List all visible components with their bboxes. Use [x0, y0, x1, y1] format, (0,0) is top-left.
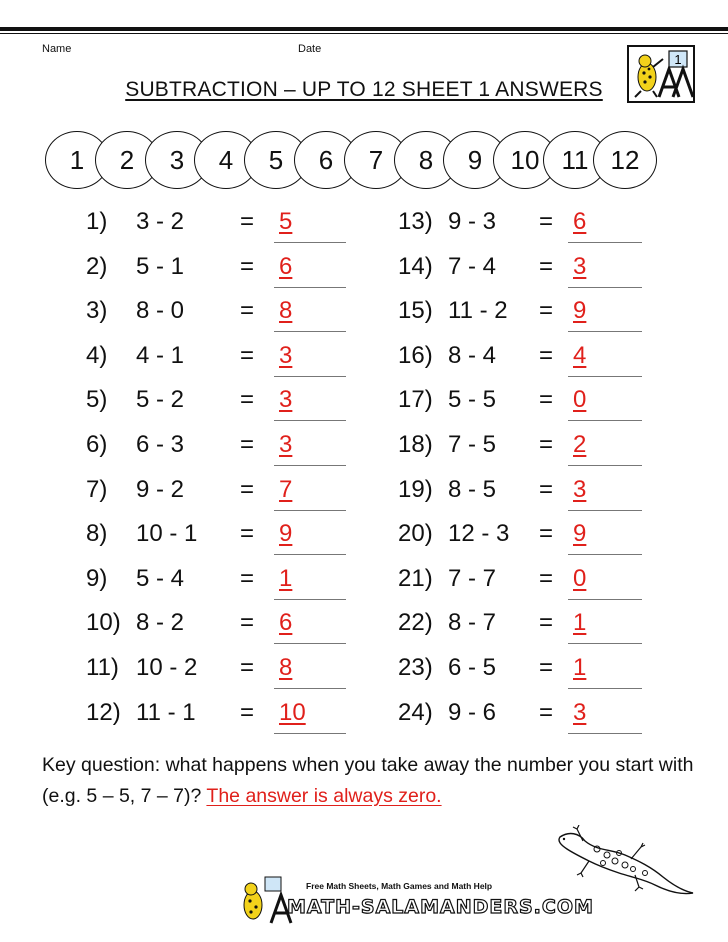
problem-row [86, 334, 346, 378]
equals-sign: = [240, 342, 255, 369]
equals-sign: = [539, 342, 554, 369]
number-line-bubble [593, 131, 657, 189]
problem-expression: 9 - 3 [448, 208, 497, 235]
equals-sign: = [539, 208, 554, 235]
problem-number: 24) [398, 699, 433, 726]
answer-line [568, 733, 642, 734]
problem-expression: 9 - 6 [448, 699, 497, 726]
problem-row [86, 646, 346, 690]
answer-value: 8 [279, 654, 293, 681]
answer-line [568, 465, 642, 466]
problem-expression: 9 - 2 [136, 476, 185, 503]
problem-row [86, 289, 346, 333]
problem-expression: 5 - 5 [448, 386, 497, 413]
problem-number: 20) [398, 520, 433, 547]
problem-number: 13) [398, 208, 433, 235]
problem-expression: 8 - 4 [448, 342, 497, 369]
problem-row [398, 601, 642, 645]
equals-sign: = [240, 476, 255, 503]
answer-value: 3 [279, 386, 293, 413]
problem-number: 23) [398, 654, 433, 681]
problem-expression: 5 - 1 [136, 253, 185, 280]
answer-line [274, 599, 346, 600]
problem-row [86, 423, 346, 467]
answer-value: 3 [573, 253, 587, 280]
problem-number: 8) [86, 520, 108, 547]
equals-sign: = [539, 520, 554, 547]
problem-number: 21) [398, 565, 433, 592]
answer-value: 9 [573, 520, 587, 547]
footer-tagline: Free Math Sheets, Math Games and Math Help [306, 881, 493, 891]
answer-line [568, 554, 642, 555]
answer-value: 7 [279, 476, 293, 503]
problem-expression: 4 - 1 [136, 342, 185, 369]
problem-expression: 11 - 1 [136, 699, 196, 726]
answer-value: 6 [279, 253, 293, 280]
problem-number: 18) [398, 431, 433, 458]
problem-number: 15) [398, 297, 433, 324]
answer-value: 2 [573, 431, 587, 458]
problem-number: 2) [86, 253, 108, 280]
problem-expression: 12 - 3 [448, 520, 510, 547]
answer-value: 3 [573, 476, 587, 503]
problem-row [398, 200, 642, 244]
problem-number: 10) [86, 609, 121, 636]
problem-row [398, 646, 642, 690]
name-label: Name [42, 43, 72, 55]
problem-number: 17) [398, 386, 433, 413]
answer-line [568, 376, 642, 377]
equals-sign: = [539, 609, 554, 636]
answer-line [274, 643, 346, 644]
key-question [42, 750, 702, 812]
problem-row [86, 557, 346, 601]
problem-expression: 10 - 1 [136, 520, 198, 547]
equals-sign: = [539, 297, 554, 324]
problem-expression: 8 - 5 [448, 476, 497, 503]
equals-sign: = [240, 386, 255, 413]
problem-row [398, 557, 642, 601]
equals-sign: = [240, 609, 255, 636]
problem-expression: 7 - 7 [448, 565, 497, 592]
number-line-value: 7 [368, 144, 384, 175]
answer-line [274, 331, 346, 332]
answer-line [568, 331, 642, 332]
equals-sign: = [539, 431, 554, 458]
answer-line [274, 733, 346, 734]
answer-value: 0 [573, 565, 587, 592]
top-rule [0, 27, 728, 31]
answer-value: 10 [279, 699, 306, 726]
problem-number: 11) [86, 654, 119, 681]
answer-line [274, 688, 346, 689]
problem-row [86, 200, 346, 244]
salamander-icon [555, 825, 695, 905]
problem-number: 19) [398, 476, 433, 503]
answer-value: 4 [573, 342, 587, 369]
problem-number: 9) [86, 565, 108, 592]
equals-sign: = [539, 654, 554, 681]
number-line-value: 12 [610, 144, 640, 175]
problem-row [398, 468, 642, 512]
problem-row [86, 245, 346, 289]
problem-number: 4) [86, 342, 108, 369]
answer-value: 0 [573, 386, 587, 413]
answer-line [568, 420, 642, 421]
problem-number: 7) [86, 476, 108, 503]
answer-line [274, 287, 346, 288]
problem-expression: 7 - 5 [448, 431, 497, 458]
answer-value: 9 [279, 520, 293, 547]
answer-value: 3 [279, 431, 293, 458]
number-line-value: 8 [418, 144, 434, 175]
answer-line [568, 688, 642, 689]
problem-number: 14) [398, 253, 433, 280]
number-line-value: 3 [169, 144, 185, 175]
problem-expression: 11 - 2 [448, 297, 508, 324]
answer-line [568, 510, 642, 511]
answer-line [568, 287, 642, 288]
key-question-answer: The answer is always zero. [206, 785, 442, 807]
number-line [45, 131, 685, 191]
answer-line [274, 465, 346, 466]
answer-line [568, 643, 642, 644]
answer-value: 3 [279, 342, 293, 369]
page-title: SUBTRACTION – UP TO 12 SHEET 1 ANSWERS [125, 78, 603, 101]
problem-number: 5) [86, 386, 108, 413]
number-line-value: 6 [318, 144, 334, 175]
problem-number: 22) [398, 609, 433, 636]
answer-value: 8 [279, 297, 293, 324]
problem-expression: 6 - 5 [448, 654, 497, 681]
problem-expression: 8 - 0 [136, 297, 185, 324]
answer-value: 1 [573, 609, 587, 636]
answer-value: 9 [573, 297, 587, 324]
answer-value: 1 [573, 654, 587, 681]
problem-row [398, 334, 642, 378]
answer-line [274, 242, 346, 243]
problem-number: 16) [398, 342, 433, 369]
problem-expression: 10 - 2 [136, 654, 198, 681]
equals-sign: = [240, 253, 255, 280]
answer-line [274, 554, 346, 555]
answer-value: 3 [573, 699, 587, 726]
answer-line [568, 599, 642, 600]
problem-row [398, 245, 642, 289]
problem-row [398, 691, 642, 735]
problem-row [398, 423, 642, 467]
equals-sign: = [539, 565, 554, 592]
problem-row [398, 378, 642, 422]
problem-number: 12) [86, 699, 121, 726]
problem-row [86, 691, 346, 735]
equals-sign: = [240, 520, 255, 547]
logo-badge-number: 1 [674, 52, 682, 67]
answer-value: 1 [279, 565, 293, 592]
equals-sign: = [240, 431, 255, 458]
problem-number: 3) [86, 297, 108, 324]
problem-expression: 8 - 7 [448, 609, 497, 636]
problem-number: 6) [86, 431, 108, 458]
equals-sign: = [240, 565, 255, 592]
number-line-value: 2 [119, 144, 135, 175]
problem-expression: 8 - 2 [136, 609, 185, 636]
problem-expression: 3 - 2 [136, 208, 185, 235]
problem-expression: 5 - 4 [136, 565, 185, 592]
problem-expression: 5 - 2 [136, 386, 185, 413]
number-line-value: 1 [69, 144, 85, 175]
salamander-ladder-icon [627, 45, 695, 103]
answer-value: 6 [573, 208, 587, 235]
equals-sign: = [240, 699, 255, 726]
equals-sign: = [539, 699, 554, 726]
equals-sign: = [240, 654, 255, 681]
number-line-value: 11 [561, 144, 589, 175]
problem-row [86, 601, 346, 645]
date-label: Date [298, 43, 322, 55]
equals-sign: = [539, 476, 554, 503]
problem-row [398, 289, 642, 333]
number-line-value: 10 [510, 144, 540, 175]
answer-value: 6 [279, 609, 293, 636]
problem-row [86, 378, 346, 422]
problem-number: 1) [86, 208, 108, 235]
equals-sign: = [539, 253, 554, 280]
problem-row [86, 512, 346, 556]
top-rule-thin [0, 33, 728, 34]
answer-value: 5 [279, 208, 293, 235]
answer-line [274, 376, 346, 377]
number-line-value: 9 [467, 144, 483, 175]
answer-line [274, 420, 346, 421]
answer-line [274, 510, 346, 511]
number-line-value: 5 [268, 144, 284, 175]
equals-sign: = [240, 297, 255, 324]
answer-line [568, 242, 642, 243]
problem-expression: 6 - 3 [136, 431, 185, 458]
problem-row [86, 468, 346, 512]
problem-expression: 7 - 4 [448, 253, 497, 280]
footer-site-name: MATH-SALAMANDERS.COM [287, 896, 594, 918]
equals-sign: = [539, 386, 554, 413]
equals-sign: = [240, 208, 255, 235]
key-question-text: Key question: what happens when you take away the number you start with (e.g. 5 – 5, 7 – 7)? [42, 754, 694, 807]
problem-row [398, 512, 642, 556]
number-line-value: 4 [218, 144, 234, 175]
